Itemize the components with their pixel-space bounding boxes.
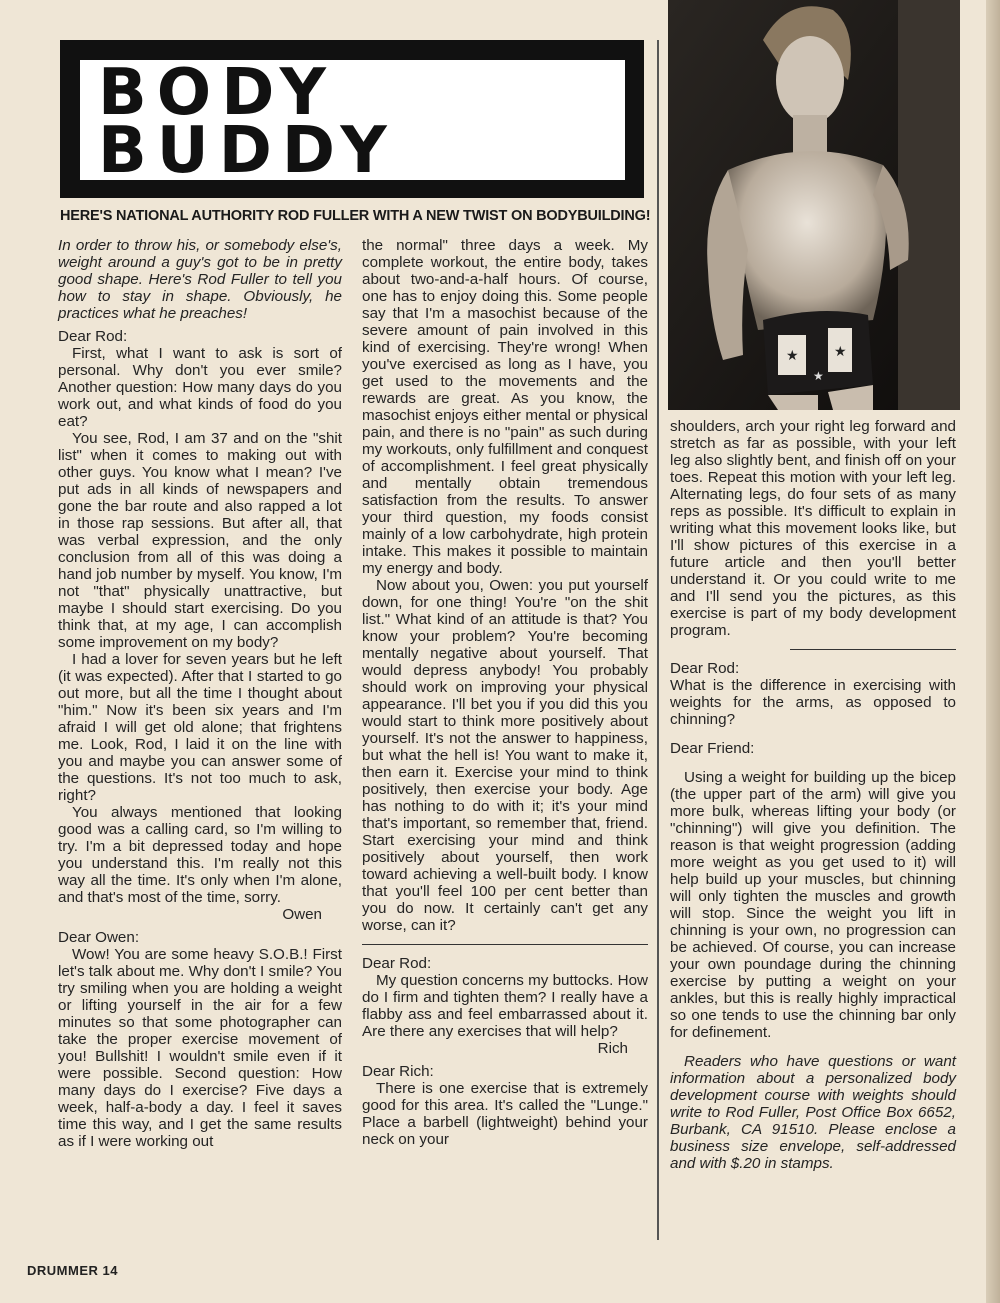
title-block <box>60 40 644 198</box>
letter-paragraph: My question concerns my buttocks. How do I firm and tighten them? I really have a flabby ass and feel embarrassed about it. Are there any exercises that will help? <box>362 972 648 1040</box>
column-divider <box>657 40 659 1240</box>
reply-paragraph: Now about you, Owen: you put yourself down, for one thing! You're "on the shit list." What kind of an attitude is that? You know your problem? You're becoming mentally negative about yourself. That would depress anybody! You probably should work on improving your physical appearance. I'll bet you if you did this you would start to think more positively about yourself. It's not the answer to happiness, but what the hell is! You want to make it, then earn it. Exercise your mind to think positively, then exercise your body. Age has nothing to do with it; it's your mind that's important, so remember that, friend. Start exercising your mind and think positively about yourself, then work toward achieving a well-built body. I know that you'll feel 100 per cent better than you do now. It certainly can't get any worse, can it? <box>362 577 648 934</box>
salutation: Dear Rod: <box>362 955 432 972</box>
letter-paragraph: You see, Rod, I am 37 and on the "shit list" when it comes to making out with other guys. You know what I mean? I've put ads in all kinds of newspapers and gone the bar route and also rapped a lot in those rap sessions. But after all, that was verbal expression, and the only conclusion from all of this was doing a hand job number by myself. You know, I'm not "that" physically unattractive, but maybe I should start exercising. Do you think that, at my age, I can accomplish some improvement on my body? <box>58 430 342 651</box>
column-1 <box>58 237 342 1150</box>
signature: Rich <box>597 1040 628 1057</box>
portrait-photo <box>668 0 960 410</box>
svg-text:★: ★ <box>786 348 799 364</box>
reply-paragraph: shoulders, arch your right leg forward and stretch as far as possible, with your left leg also slightly bent, and finish off on your toes. Repeat this motion with your left leg. Alternating legs, do four sets of as many reps as possible. It's difficult to explain in writing what this movement looks like, but I'll show pictures of this exercise in a future article and then you'll better understand it. Or you could write to me and I'll send you the pictures, as this exercise is part of my body development program. <box>670 418 956 639</box>
letter-paragraph: What is the difference in exercising with weights for the arms, as opposed to chinning? <box>670 677 956 728</box>
column-3 <box>670 418 956 1172</box>
reply-paragraph: There is one exercise that is extremely good for this area. It's called the "Lunge." Place a barbell (lightweight) behind your neck on your <box>362 1080 648 1148</box>
column-2 <box>362 237 648 1148</box>
letter-paragraph: First, what I want to ask is sort of personal. Why don't you ever smile? Another question: How many days do you work out, and what kinds of food do you eat? <box>58 345 342 430</box>
signature: Owen <box>282 906 322 923</box>
section-rule <box>362 944 648 945</box>
salutation: Dear Rod: <box>58 328 128 345</box>
letter-paragraph: You always mentioned that looking good was a calling card, so I'm willing to try. I'm a bit depressed today and hope you understand this. I'm really not this way all the time. It's only when I'm alone, and that's most of the time, sorry. <box>58 804 342 906</box>
title-line-1: BODY <box>98 56 336 130</box>
page-folio: DRUMMER 14 <box>27 1263 118 1278</box>
svg-text:★: ★ <box>834 344 847 360</box>
section-rule <box>790 649 956 650</box>
salutation: Dear Owen: <box>58 929 140 946</box>
closing-note: Readers who have questions or want information about a personalized body development course with weights should write to Rod Fuller, Post Office Box 6652, Burbank, CA 91510. Please enclose a business size envelope, self-addressed and with $.20 in stamps. <box>670 1053 956 1172</box>
salutation: Dear Rich: <box>362 1063 434 1080</box>
reply-paragraph: Wow! You are some heavy S.O.B.! First let's talk about me. Why don't I smile? You try smiling when you are holding a weight or lifting yourself in the air for a few minutes so that some photographer can take the proper exercise movement of you! Bullshit! I wouldn't smile even if it were possible. Second question: How many days do I exercise? Five days a week, half-a-body a day. I feel it saves time this way, and I get the same results as if I were working out <box>58 946 342 1150</box>
title-inner-panel <box>80 56 625 188</box>
intro-paragraph: In order to throw his, or somebody else's, weight around a guy's got to be in pretty good shape. Here's Rod Fuller to tell you how to stay in shape. Obviously, he practices what he preaches! <box>58 237 342 322</box>
letter-paragraph: I had a lover for seven years but he left (it was expected). After that I started to go out more, but all the time I thought about "him." Now it's been six years and I'm afraid I will get old alone; that frightens me. Look, Rod, I laid it on the line with you and maybe you can answer some of the questions. It's not too much to ask, right? <box>58 651 342 804</box>
reply-paragraph: the normal" three days a week. My complete workout, the entire body, takes about two-and-a-half hours. Of course, one has to enjoy doing this. Some people say that I'm a masochist because of the severe amount of pain involved in this kind of exercising. They're wrong! When you've exercised as long as I have, you get used to the movements and the rewards are great. As you know, the masochist enjoys either mental or physical pain, and there is no "pain" as such during my workouts, only fulfillment and conquest of accomplishment. I feel great physically and mentally obtain tremendous satisfaction from the results. To answer your third question, my foods consist mainly of a low carbohydrate, high protein intake. This makes it possible to maintain my energy and body. <box>362 237 648 577</box>
page-title <box>98 56 397 188</box>
title-line-2: BUDDY <box>98 114 397 188</box>
svg-text:★: ★ <box>813 369 824 383</box>
page-edge <box>986 0 1000 1303</box>
salutation: Dear Rod: <box>670 660 740 677</box>
salutation: Dear Friend: <box>670 740 755 757</box>
article-subtitle: HERE'S NATIONAL AUTHORITY ROD FULLER WITH A NEW TWIST ON BODYBUILDING! <box>60 208 651 224</box>
reply-paragraph: Using a weight for building up the bicep (the upper part of the arm) will give you more bulk, whereas lifting your body (or "chinning") will give you definition. The reason is that weight progression (adding more weight as you get used to it) will help build up your muscles, but chinning will only tighten the muscles and growth will stop. Since the weight you lift in chinning is your own, no progression can be achieved. Of course, you can increase your own poundage during the chinning exercise by putting a weight on your ankles, but this is really highly impractical so one tends to use the chinning bar only for definement. <box>670 769 956 1041</box>
